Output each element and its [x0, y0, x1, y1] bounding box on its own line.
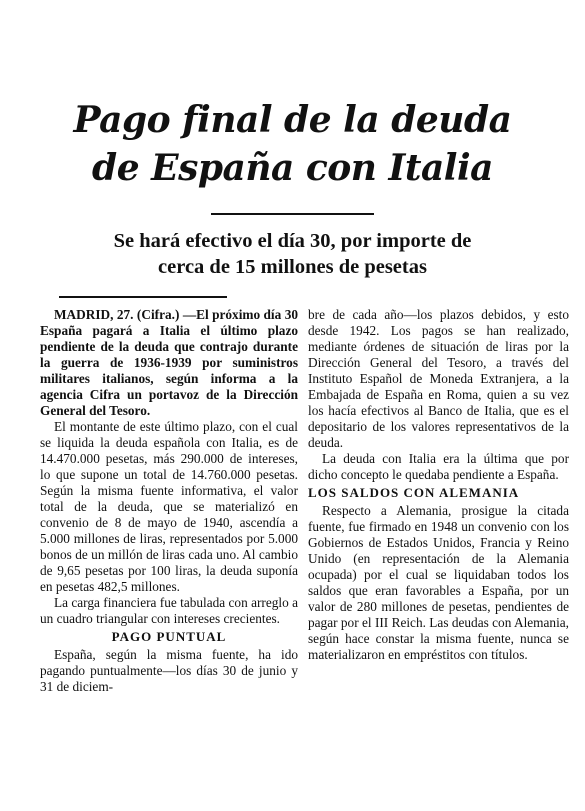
- headline-line-2: de España con Italia: [92, 147, 493, 189]
- paragraph: El montante de este último plazo, con el cual se liquida la deuda española con Italia, es de 14.470.000 pesetas, más 290.000 de intereses, lo que supone un total de 14.760.000 pesetas. Según la misma fuente informativa, el valor total de la deuda, que se materializó en convenio de 8 de mayo de 1940, ascendía a 5.000 millones de liras, representados por 5.000 bonos de un millón de liras cada uno. Al cambio de 9,65 pesetas por 100 liras, la deuda suponía en pesetas 482,5 millones.: [40, 419, 298, 594]
- paragraph: Respecto a Alemania, prosigue la citada fuente, fue firmado en 1948 un convenio con los Gobiernos de Estados Unidos, Francia y Reino Unido (en representación de la Alemania ocupada) por el cual se liquidaban todos los saldos que eran favorables a España, por un valor de 280 millones de pesetas, pendientes de pagar por el III Reich. Las deudas con Alemania, según hace constar la misma fuente, nunca se materializaron en empréstitos con títulos.: [308, 503, 569, 662]
- paragraph: La deuda con Italia era la última que por dicho concepto le quedaba pendiente a España.: [308, 451, 569, 482]
- section-heading: PAGO PUNTUAL: [111, 629, 227, 644]
- section-heading: LOS SALDOS CON ALEMANIA: [308, 485, 520, 500]
- article-column-left: [40, 307, 298, 695]
- subheadline-line-2: cerca de 15 millones de pesetas: [158, 256, 427, 278]
- paragraph: bre de cada año—los plazos debidos, y esto desde 1942. Los pagos se han realizado, mediante órdenes de situación de liras por la Dirección General del Tesoro, a través del Instituto Español de Moneda Extranjera, a la Embajada de España en Roma, quien a su vez los hacía efectivos al Banco de Italia, que es el depositario de los valores representativos de la deuda.: [308, 307, 569, 450]
- article-column-right: [308, 307, 569, 663]
- paragraph: La carga financiera fue tabulada con arreglo a un cuadro triangular con intereses crecientes.: [40, 595, 298, 626]
- headline-line-1: Pago final de la deuda: [73, 99, 512, 141]
- lead-paragraph: MADRID, 27. (Cifra.) —El próximo día 30 España pagará a Italia el último plazo pendiente de la deuda que contrajo durante la guerra de 1936-1939 por suministros militares italianos, según informa a la agencia Cifra un portavoz de la Dirección General del Tesoro.: [40, 307, 298, 418]
- subheadline: [0, 228, 585, 280]
- headline: [0, 96, 585, 192]
- column-divider-rule: [59, 296, 227, 298]
- headline-divider: [211, 213, 374, 215]
- paragraph: España, según la misma fuente, ha ido pagando puntualmente—los días 30 de junio y 31 de diciem-: [40, 647, 298, 694]
- subheadline-line-1: Se hará efectivo el día 30, por importe de: [113, 230, 472, 252]
